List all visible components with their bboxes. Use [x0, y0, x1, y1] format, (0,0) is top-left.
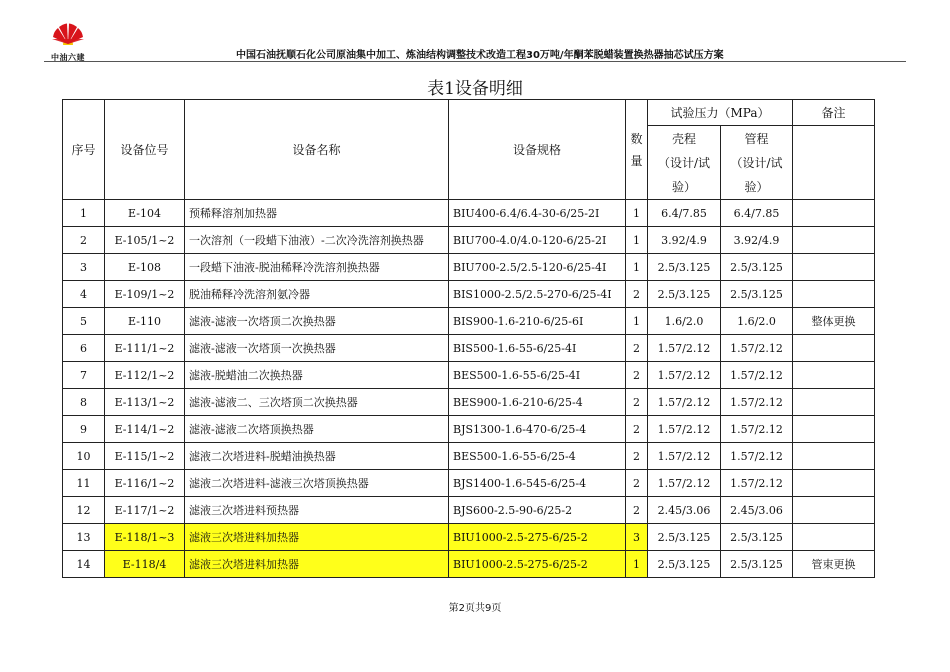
row-seq: 3 [63, 254, 105, 281]
row-shell-pressure: 1.6/2.0 [648, 308, 721, 335]
row-name: 滤液-滤液二次塔顶换热器 [185, 416, 449, 443]
row-qty: 2 [626, 362, 648, 389]
row-tag: E-113/1~2 [105, 389, 185, 416]
row-seq: 5 [63, 308, 105, 335]
row-tube-pressure: 1.57/2.12 [721, 362, 793, 389]
col-header-qty-line: 数 [630, 131, 643, 146]
row-tube-pressure: 1.57/2.12 [721, 443, 793, 470]
table-row [63, 308, 875, 335]
col-header-tube-line: 验） [744, 179, 769, 194]
table-row [63, 416, 875, 443]
row-spec: BES500-1.6-55-6/25-4I [449, 362, 626, 389]
row-spec: BIU400-6.4/6.4-30-6/25-2I [449, 200, 626, 227]
equipment-table [62, 99, 875, 578]
row-spec: BES500-1.6-55-6/25-4 [449, 443, 626, 470]
row-name: 一次溶剂（一段蜡下油液）-二次冷洗溶剂换热器 [185, 227, 449, 254]
row-shell-pressure: 3.92/4.9 [648, 227, 721, 254]
row-seq: 1 [63, 200, 105, 227]
row-tag: E-111/1~2 [105, 335, 185, 362]
col-header-shell-line: 验） [671, 179, 696, 194]
row-remark [793, 200, 875, 227]
row-spec: BES900-1.6-210-6/25-4 [449, 389, 626, 416]
page-footer: 第2页共9页 [448, 603, 502, 614]
row-remark [793, 281, 875, 308]
row-name: 滤液三次塔进料预热器 [185, 497, 449, 524]
table-row [63, 335, 875, 362]
col-header-shell [648, 126, 721, 200]
header-divider [44, 61, 906, 62]
row-remark: 管束更换 [793, 551, 875, 578]
row-qty: 1 [626, 551, 648, 578]
row-tag: E-118/4 [105, 551, 185, 578]
row-shell-pressure: 1.57/2.12 [648, 362, 721, 389]
row-tag: E-105/1~2 [105, 227, 185, 254]
row-seq: 14 [63, 551, 105, 578]
row-qty: 2 [626, 470, 648, 497]
row-name: 滤液-滤液一次塔顶一次换热器 [185, 335, 449, 362]
col-header-tube-line: （设计/试 [730, 155, 783, 170]
row-name: 滤液二次塔进料-脱蜡油换热器 [185, 443, 449, 470]
row-tube-pressure: 6.4/7.85 [721, 200, 793, 227]
row-remark [793, 497, 875, 524]
row-tube-pressure: 2.5/3.125 [721, 254, 793, 281]
row-qty: 1 [626, 227, 648, 254]
row-shell-pressure: 1.57/2.12 [648, 443, 721, 470]
row-remark [793, 416, 875, 443]
row-remark [793, 254, 875, 281]
row-qty: 2 [626, 443, 648, 470]
row-qty: 1 [626, 308, 648, 335]
row-seq: 13 [63, 524, 105, 551]
row-tag: E-118/1~3 [105, 524, 185, 551]
row-qty: 2 [626, 497, 648, 524]
row-qty: 1 [626, 254, 648, 281]
row-name: 滤液-滤液二、三次塔顶二次换热器 [185, 389, 449, 416]
row-shell-pressure: 2.5/3.125 [648, 254, 721, 281]
row-remark [793, 362, 875, 389]
row-seq: 6 [63, 335, 105, 362]
row-shell-pressure: 1.57/2.12 [648, 335, 721, 362]
row-tag: E-109/1~2 [105, 281, 185, 308]
row-seq: 12 [63, 497, 105, 524]
table-body [63, 200, 875, 578]
col-header-tube-line: 管程 [744, 131, 769, 146]
row-tag: E-117/1~2 [105, 497, 185, 524]
row-spec: BJS1300-1.6-470-6/25-4 [449, 416, 626, 443]
row-tube-pressure: 2.5/3.125 [721, 524, 793, 551]
row-tube-pressure: 2.5/3.125 [721, 551, 793, 578]
document-header-title: 中国石油抚顺石化公司原油集中加工、炼油结构调整技术改造工程30万吨/年酮苯脱蜡装置换热器抽芯试压方案 [236, 50, 724, 61]
row-seq: 9 [63, 416, 105, 443]
table-row [63, 443, 875, 470]
row-seq: 2 [63, 227, 105, 254]
row-remark [793, 389, 875, 416]
row-spec: BIU700-2.5/2.5-120-6/25-4I [449, 254, 626, 281]
row-qty: 1 [626, 200, 648, 227]
col-header-name: 设备名称 [185, 100, 449, 200]
row-name: 脱油稀释冷洗溶剂氨冷器 [185, 281, 449, 308]
row-shell-pressure: 1.57/2.12 [648, 416, 721, 443]
row-tube-pressure: 3.92/4.9 [721, 227, 793, 254]
row-name: 滤液三次塔进料加热器 [185, 551, 449, 578]
row-shell-pressure: 2.5/3.125 [648, 551, 721, 578]
petrochina-logo-icon [51, 22, 85, 50]
row-spec: BIS1000-2.5/2.5-270-6/25-4I [449, 281, 626, 308]
row-remark [793, 335, 875, 362]
row-tube-pressure: 1.57/2.12 [721, 335, 793, 362]
row-name: 滤液三次塔进料加热器 [185, 524, 449, 551]
row-shell-pressure: 2.5/3.125 [648, 524, 721, 551]
col-header-remark: 备注 [793, 100, 875, 126]
row-tube-pressure: 1.57/2.12 [721, 389, 793, 416]
table-row [63, 281, 875, 308]
row-spec: BJS600-2.5-90-6/25-2 [449, 497, 626, 524]
table-row [63, 470, 875, 497]
table-row [63, 389, 875, 416]
row-seq: 4 [63, 281, 105, 308]
row-tube-pressure: 1.6/2.0 [721, 308, 793, 335]
row-tag: E-116/1~2 [105, 470, 185, 497]
row-spec: BIU1000-2.5-275-6/25-2 [449, 551, 626, 578]
row-seq: 11 [63, 470, 105, 497]
table-row [63, 497, 875, 524]
col-header-tag: 设备位号 [105, 100, 185, 200]
row-remark [793, 227, 875, 254]
col-header-qty [626, 100, 648, 200]
row-qty: 2 [626, 389, 648, 416]
row-tag: E-104 [105, 200, 185, 227]
table-title: 表1设备明细 [427, 79, 523, 99]
row-qty: 2 [626, 335, 648, 362]
row-tube-pressure: 1.57/2.12 [721, 470, 793, 497]
row-tag: E-108 [105, 254, 185, 281]
row-tag: E-115/1~2 [105, 443, 185, 470]
table-row [63, 551, 875, 578]
row-tube-pressure: 2.5/3.125 [721, 281, 793, 308]
row-seq: 10 [63, 443, 105, 470]
col-header-seq: 序号 [63, 100, 105, 200]
row-shell-pressure: 1.57/2.12 [648, 389, 721, 416]
row-shell-pressure: 6.4/7.85 [648, 200, 721, 227]
row-remark [793, 524, 875, 551]
col-header-remark-blank [793, 126, 875, 200]
table-row [63, 362, 875, 389]
col-header-pressure: 试验压力（MPa） [648, 100, 793, 126]
row-spec: BIS500-1.6-55-6/25-4I [449, 335, 626, 362]
row-name: 预稀释溶剂加热器 [185, 200, 449, 227]
row-tube-pressure: 1.57/2.12 [721, 416, 793, 443]
logo-text: 中油六建 [51, 53, 85, 62]
row-qty: 3 [626, 524, 648, 551]
row-tag: E-112/1~2 [105, 362, 185, 389]
table-row [63, 524, 875, 551]
row-spec: BIU1000-2.5-275-6/25-2 [449, 524, 626, 551]
col-header-spec: 设备规格 [449, 100, 626, 200]
company-logo [46, 22, 90, 63]
row-remark: 整体更换 [793, 308, 875, 335]
row-tube-pressure: 2.45/3.06 [721, 497, 793, 524]
table-row [63, 200, 875, 227]
row-tag: E-110 [105, 308, 185, 335]
row-seq: 7 [63, 362, 105, 389]
row-spec: BIS900-1.6-210-6/25-6I [449, 308, 626, 335]
row-spec: BIU700-4.0/4.0-120-6/25-2I [449, 227, 626, 254]
row-name: 滤液-脱蜡油二次换热器 [185, 362, 449, 389]
col-header-tube [721, 126, 793, 200]
row-name: 滤液-滤液一次塔顶二次换热器 [185, 308, 449, 335]
table-row [63, 227, 875, 254]
row-remark [793, 443, 875, 470]
col-header-qty-line: 量 [630, 153, 643, 168]
row-shell-pressure: 1.57/2.12 [648, 470, 721, 497]
col-header-shell-line: 壳程 [671, 131, 696, 146]
row-qty: 2 [626, 281, 648, 308]
table-row [63, 254, 875, 281]
row-name: 一段蜡下油液-脱油稀释冷洗溶剂换热器 [185, 254, 449, 281]
row-shell-pressure: 2.5/3.125 [648, 281, 721, 308]
col-header-shell-line: （设计/试 [657, 155, 711, 170]
row-seq: 8 [63, 389, 105, 416]
row-qty: 2 [626, 416, 648, 443]
row-shell-pressure: 2.45/3.06 [648, 497, 721, 524]
row-tag: E-114/1~2 [105, 416, 185, 443]
row-name: 滤液二次塔进料-滤液三次塔顶换热器 [185, 470, 449, 497]
row-spec: BJS1400-1.6-545-6/25-4 [449, 470, 626, 497]
row-remark [793, 470, 875, 497]
